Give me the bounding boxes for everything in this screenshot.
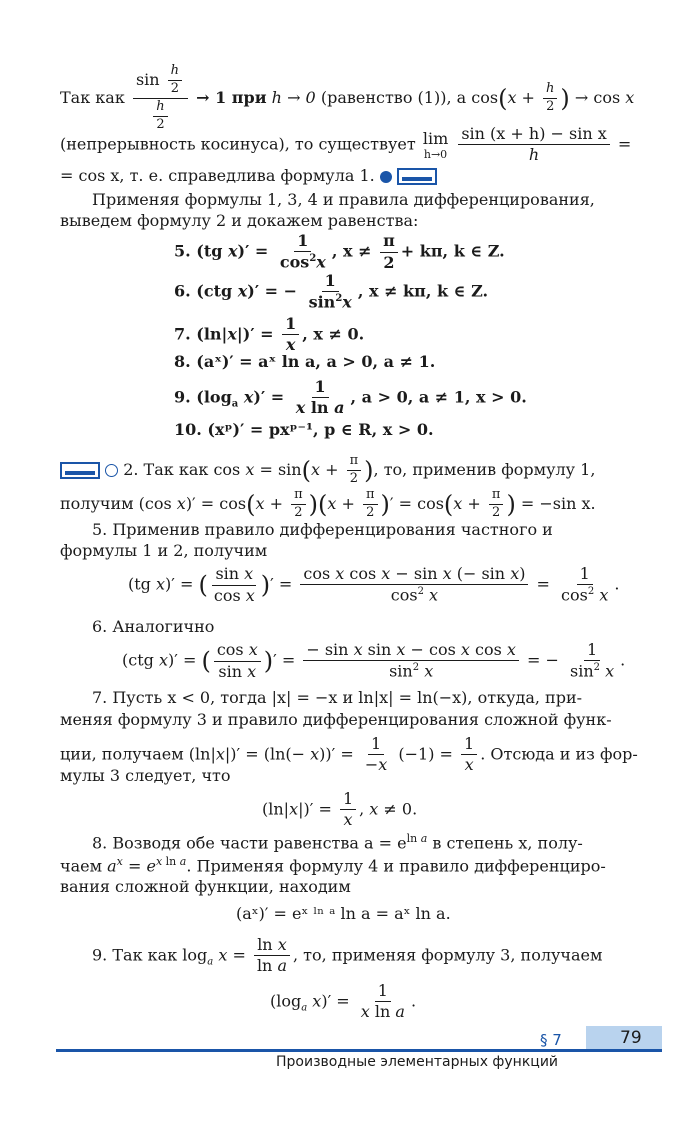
proof-8-formula: (aˣ)′ = eˣ ˡⁿ ᵃ ln a = aˣ ln a. [236, 904, 451, 923]
proof-6-formula: (ctg x)′ = ( $\frac{\text{cos x}}{\text{sin x}}$ )′ = $\frac{\text{− sin x sin x − cos x cos x}}{\sin^2 x}$ = − $\frac{1}{\sin^2 x}$ . [122, 640, 626, 681]
text: (равенство (1)), а [320, 87, 467, 107]
proof-start-square-icon [60, 462, 100, 479]
text: h → 0 [271, 87, 316, 107]
proof-5-line-2: формулы 1 и 2, получим [60, 541, 268, 560]
formula-9: 9. ($\log_a$ x)′ = $\frac{1}{\text{x ln a}}$ , a > 0, a ≠ 1, x > 0. [174, 377, 527, 418]
lim-sub: h→0 [423, 147, 448, 161]
proof-5-formula: (tg x)′ = ( $\frac{\text{sin x}}{\text{cos x}}$ )′ = $\frac{\text{cos x cos x − sin x (− sin x)}}{\cos^2 x}$ = $\frac{1}{\cos^2 x}$ . [128, 564, 620, 605]
text: Так как [60, 87, 125, 107]
text: cos [471, 87, 499, 107]
proof-2-line-1: 2. Так как cos x = sin(x + $\frac{\pi}{2}$ ), то, применив формулу 1, [60, 454, 595, 487]
proof-7-line-1: 7. Пусть x < 0, тогда |x| = −x и ln|x| = ln(−x), откуда, при- [92, 688, 583, 707]
proof-7-line-4: мулы 3 следует, что [60, 766, 231, 785]
lim: lim [422, 128, 449, 148]
proof-9-line-1: 9. Так как $\log_a x$ = $\frac{\text{ln x}}{\text{ln a}}$ , то, применяя формулу 3, получаем [92, 935, 603, 976]
text: → 1 при [196, 87, 267, 107]
fraction: sin $\frac{h}{2}$ $\frac{h}{2}$ [133, 64, 188, 133]
end-proof-dot-icon [380, 171, 392, 183]
line-3 [60, 166, 437, 185]
proof-circle-icon [105, 464, 118, 477]
formula-8: 8. (aˣ)′ = aˣ ln a, a > 0, a ≠ 1. [174, 352, 436, 371]
proof-5-line-1: 5. Применив правило дифференцирования частного и [92, 520, 553, 539]
proof-2-line-2: получим (cos x)′ = cos(x + $\frac{\pi}{2}$ )(x + $\frac{\pi}{2}$ )′ = cos(x + $\frac{\pi}{2}$ ) = −sin x. [60, 487, 596, 520]
chapter-title: Производные элементарных функций [276, 1054, 559, 1070]
footer-rule [56, 1049, 662, 1052]
proof-7-line-3: ции, получаем (ln|x|)′ = (ln(− x))′ = $\frac{1}{-x}$ (−1) = $\frac{1}{x}$ . Отсюда и из фор- [60, 734, 638, 775]
proof-6-line-1: 6. Аналогично [92, 617, 215, 636]
proof-8-line-1: 8. Возводя обе части равенства $a = e^{ln a}$ в степень x, полу- [92, 832, 583, 853]
intro-line-1: Применяя формулы 1, 3, 4 и правила дифференцирования, [92, 190, 595, 209]
formula-5: 5. (tg x)′ = $\frac{1}{\cos^2x}$ , x ≠ $\frac{\pi}{2}$ + kπ, k ∈ Z. [174, 231, 505, 272]
text: → cos [574, 87, 621, 107]
proof-8-line-3: вания сложной функции, находим [60, 877, 351, 896]
line-2 [60, 125, 631, 165]
line-1: Так как sin $\frac{h}{2}$ $\frac{h}{2}$ → 1 при h → 0 (равенство (1)), а cos(x + $\frac{h}{2}$ ) → cos x [60, 63, 635, 132]
formula-6: 6. (ctg x)′ = − $\frac{1}{\sin^2x}$ , x ≠ kπ, k ∈ Z. [174, 271, 489, 312]
proof-8-line-2: чаем $a^x = e^{x ln a}$. Применяя формулу 4 и правило дифференциро- [60, 855, 606, 876]
formula-10: 10. (xᵖ)′ = pxᵖ⁻¹, p ∈ R, x > 0. [174, 420, 434, 439]
formula-7: 7. (ln|x|)′ = $\frac{1}{x}$ , x ≠ 0. [174, 314, 365, 355]
fraction: $\frac{\text{sin (x + h) − sin x}}{h}$ [458, 125, 609, 165]
proof-7-line-2: меняя формулу 3 и правило дифференцирования сложной функ- [60, 710, 612, 729]
text: (непрерывность косинуса), то существует [60, 134, 416, 154]
proof-9-formula: ($\log_a$ x)′ = $\frac{1}{\text{x ln a}}$ . [270, 981, 417, 1022]
page-number: 79 [620, 1028, 642, 1048]
proof-7-formula: (ln|x|)′ = $\frac{1}{x}$ , x ≠ 0. [262, 789, 418, 830]
text: = cos x, т. е. справедлива формула 1. [60, 166, 375, 185]
intro-line-2: выведем формулу 2 и докажем равенства: [60, 211, 419, 230]
end-proof-square-icon [397, 168, 437, 185]
section-marker: § 7 [540, 1031, 562, 1049]
text: = [617, 134, 632, 154]
